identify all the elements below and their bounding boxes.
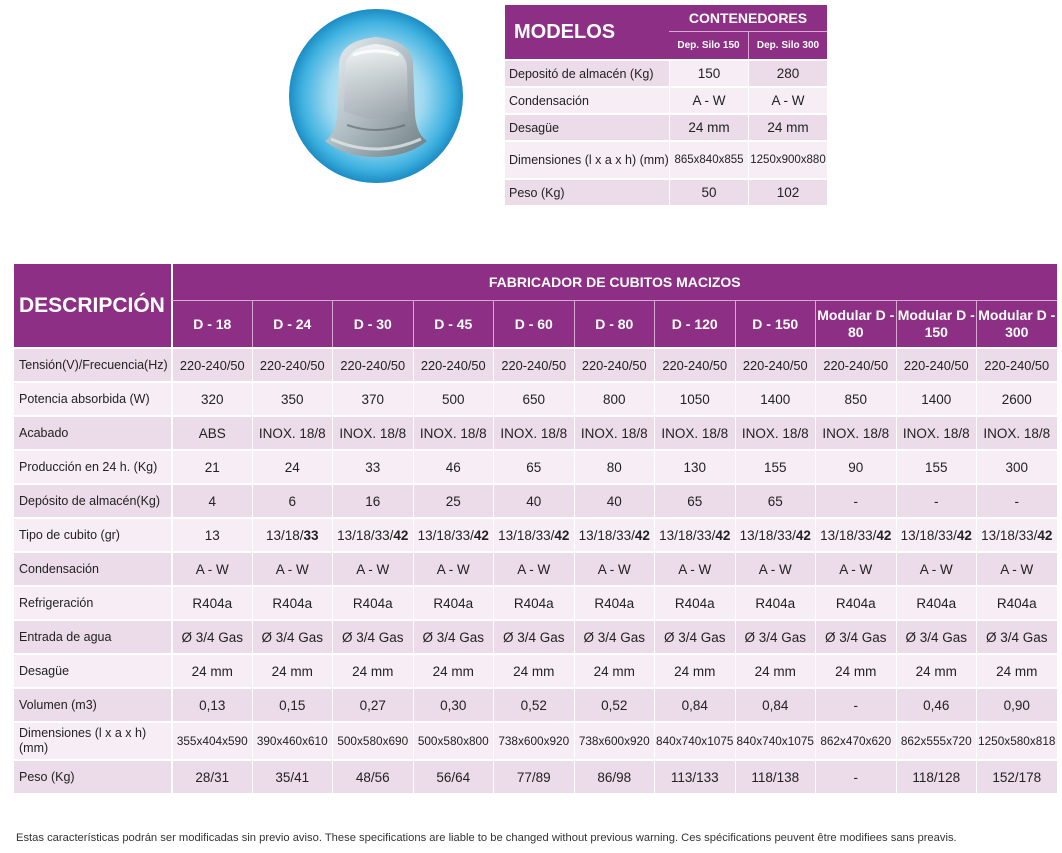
cell-value: R404a <box>735 585 816 619</box>
cell-value: A - W <box>896 551 977 585</box>
cell-value: 24 mm <box>332 653 413 687</box>
cell-value: INOX. 18/8 <box>654 415 735 449</box>
model-column-header: Modular D - 300 <box>976 301 1057 347</box>
cell-value: INOX. 18/8 <box>735 415 816 449</box>
cell-value: Ø 3/4 Gas <box>493 619 574 653</box>
cell-value <box>896 517 977 551</box>
cell-value: R404a <box>896 585 977 619</box>
row-label: Peso (Kg) <box>505 178 669 205</box>
row-label: Tensión(V)/Frecuencia(Hz) <box>14 347 171 381</box>
cell-value: Ø 3/4 Gas <box>815 619 896 653</box>
cell-value-bold: 42 <box>393 527 409 543</box>
cell-value-bold: 42 <box>554 527 570 543</box>
cell-value: 1050 <box>654 381 735 415</box>
cell-value: 50 <box>669 178 748 205</box>
modelos-title: MODELOS <box>505 5 669 59</box>
model-column-header: D - 120 <box>654 301 735 347</box>
cell-value: 24 mm <box>654 653 735 687</box>
cell-value-bold: 42 <box>1037 527 1053 543</box>
cell-value: 56/64 <box>413 759 494 793</box>
cell-value: 35/41 <box>252 759 333 793</box>
cell-value-text: 13/18/33/ <box>659 527 716 543</box>
table-row <box>505 59 827 86</box>
cell-value: 500x580x690 <box>332 721 413 759</box>
model-column-header: D - 45 <box>413 301 494 347</box>
cell-value: 24 mm <box>669 113 748 140</box>
cell-value: A - W <box>252 551 333 585</box>
cell-value: 355x404x590 <box>171 721 252 759</box>
cell-value: 24 mm <box>574 653 655 687</box>
cell-value: - <box>815 687 896 721</box>
cell-value: R404a <box>332 585 413 619</box>
table-row <box>14 585 1057 619</box>
cell-value: 0,52 <box>574 687 655 721</box>
cell-value-bold: 33 <box>303 527 319 543</box>
cell-value-text: 13/18/33/ <box>981 527 1038 543</box>
cell-value: 1250x900x880 <box>748 140 827 178</box>
cell-value-text: 13/18/33/ <box>337 527 394 543</box>
cell-value: 24 <box>252 449 333 483</box>
model-column-header: D - 24 <box>252 301 333 347</box>
cell-value: 350 <box>252 381 333 415</box>
cell-value: 118/138 <box>735 759 816 793</box>
cell-value: 24 mm <box>735 653 816 687</box>
cell-value: A - W <box>815 551 896 585</box>
model-column-header: D - 30 <box>332 301 413 347</box>
cell-value: 33 <box>332 449 413 483</box>
cell-value: 130 <box>654 449 735 483</box>
ice-makers-table <box>14 264 1057 793</box>
row-label: Condensación <box>505 86 669 113</box>
table-row <box>14 483 1057 517</box>
cell-value: 48/56 <box>332 759 413 793</box>
cell-value: 220-240/50 <box>574 347 655 381</box>
cell-value: Ø 3/4 Gas <box>735 619 816 653</box>
cell-value: 25 <box>413 483 494 517</box>
row-label: Acabado <box>14 415 171 449</box>
cell-value: 40 <box>493 483 574 517</box>
cell-value <box>252 517 333 551</box>
cell-value: 24 mm <box>896 653 977 687</box>
table-row <box>505 178 827 205</box>
cell-value-bold: 42 <box>795 527 811 543</box>
cell-value: 155 <box>735 449 816 483</box>
table-row <box>14 721 1057 759</box>
cell-value: 0,52 <box>493 687 574 721</box>
row-label: Depositó de almacén (Kg) <box>505 59 669 86</box>
cell-value: INOX. 18/8 <box>976 415 1057 449</box>
cell-value: 738x600x920 <box>574 721 655 759</box>
disclaimer-footnote: Estas características podrán ser modificadas sin previo aviso. These specifications are liable to be changed without previous warning. Ces spécifications peuvent être modifiees sans preavis. <box>16 832 957 844</box>
row-label: Dimensiones (l x a x h) (mm) <box>14 721 171 759</box>
table-row <box>14 415 1057 449</box>
cell-value: R404a <box>976 585 1057 619</box>
cell-value: 840x740x1075 <box>735 721 816 759</box>
cell-value: 24 mm <box>815 653 896 687</box>
cell-value <box>735 517 816 551</box>
cell-value <box>332 517 413 551</box>
row-label: Depósito de almacén(Kg) <box>14 483 171 517</box>
cell-value: 840x740x1075 <box>654 721 735 759</box>
cell-value: 24 mm <box>493 653 574 687</box>
cell-value: 220-240/50 <box>493 347 574 381</box>
cell-value <box>976 517 1057 551</box>
model-column-header: D - 80 <box>574 301 655 347</box>
cell-value: 0,27 <box>332 687 413 721</box>
ice-cube-icon <box>287 7 465 185</box>
cell-value: 24 mm <box>976 653 1057 687</box>
table-row <box>14 347 1057 381</box>
cell-value: INOX. 18/8 <box>493 415 574 449</box>
cell-value: 500x580x800 <box>413 721 494 759</box>
cell-value: 24 mm <box>252 653 333 687</box>
cell-value <box>171 517 252 551</box>
cell-value: - <box>976 483 1057 517</box>
containers-table <box>505 5 827 205</box>
cell-value: A - W <box>493 551 574 585</box>
cell-value: 862x555x720 <box>896 721 977 759</box>
cell-value: 500 <box>413 381 494 415</box>
cell-value: 0,90 <box>976 687 1057 721</box>
row-label: Peso (Kg) <box>14 759 171 793</box>
cell-value: 24 mm <box>171 653 252 687</box>
cell-value: 24 mm <box>748 113 827 140</box>
cell-value: 220-240/50 <box>171 347 252 381</box>
model-column-header: D - 18 <box>171 301 252 347</box>
cell-value: R404a <box>574 585 655 619</box>
cell-value: 0,13 <box>171 687 252 721</box>
row-label: Volumen (m3) <box>14 687 171 721</box>
cell-value: Ø 3/4 Gas <box>252 619 333 653</box>
cell-value: 46 <box>413 449 494 483</box>
containers-group-header: CONTENEDORES <box>669 5 827 32</box>
table-row <box>14 759 1057 793</box>
cell-value: 280 <box>748 59 827 86</box>
cell-value-text: 13/18/ <box>265 527 304 543</box>
cell-value: Ø 3/4 Gas <box>413 619 494 653</box>
cell-value: 77/89 <box>493 759 574 793</box>
cell-value: ABS <box>171 415 252 449</box>
cell-value: INOX. 18/8 <box>252 415 333 449</box>
table-row <box>14 551 1057 585</box>
cell-value: 800 <box>574 381 655 415</box>
cell-value: R404a <box>654 585 735 619</box>
cell-value: 1400 <box>896 381 977 415</box>
cell-value: 21 <box>171 449 252 483</box>
cell-value: 220-240/50 <box>896 347 977 381</box>
cell-value <box>413 517 494 551</box>
cell-value: 865x840x855 <box>669 140 748 178</box>
cell-value: 0,46 <box>896 687 977 721</box>
row-label: Tipo de cubito (gr) <box>14 517 171 551</box>
row-label: Condensación <box>14 551 171 585</box>
cell-value-bold: 42 <box>634 527 650 543</box>
cell-value: R404a <box>252 585 333 619</box>
cell-value: A - W <box>976 551 1057 585</box>
cell-value: R404a <box>493 585 574 619</box>
cell-value: 80 <box>574 449 655 483</box>
cell-value: 24 mm <box>413 653 494 687</box>
cell-value: 0,84 <box>654 687 735 721</box>
cell-value: 86/98 <box>574 759 655 793</box>
cell-value-text: 13/18/33/ <box>578 527 635 543</box>
cell-value: Ø 3/4 Gas <box>896 619 977 653</box>
row-label: Potencia absorbida (W) <box>14 381 171 415</box>
table-row <box>14 381 1057 415</box>
cell-value: 28/31 <box>171 759 252 793</box>
cell-value: A - W <box>669 86 748 113</box>
cell-value: A - W <box>574 551 655 585</box>
cell-value: 4 <box>171 483 252 517</box>
table-row <box>14 653 1057 687</box>
cell-value-text: 13/18/33/ <box>739 527 796 543</box>
cell-value: A - W <box>413 551 494 585</box>
cell-value: 220-240/50 <box>413 347 494 381</box>
cell-value: INOX. 18/8 <box>413 415 494 449</box>
cell-value-text: 13/18/33/ <box>498 527 555 543</box>
cell-value: - <box>896 483 977 517</box>
column-header: Dep. Silo 300 <box>748 32 827 59</box>
cell-value: Ø 3/4 Gas <box>171 619 252 653</box>
cell-value: 65 <box>735 483 816 517</box>
cell-value: R404a <box>413 585 494 619</box>
cell-value: 0,30 <box>413 687 494 721</box>
cell-value: Ø 3/4 Gas <box>332 619 413 653</box>
cell-value: INOX. 18/8 <box>815 415 896 449</box>
model-column-header: D - 60 <box>493 301 574 347</box>
cell-value: Ø 3/4 Gas <box>654 619 735 653</box>
cell-value: 220-240/50 <box>815 347 896 381</box>
cell-value <box>574 517 655 551</box>
cell-value: A - W <box>171 551 252 585</box>
cell-value: INOX. 18/8 <box>896 415 977 449</box>
cell-value-bold: 42 <box>956 527 972 543</box>
cell-value: 370 <box>332 381 413 415</box>
cell-value: 1400 <box>735 381 816 415</box>
cell-value: 220-240/50 <box>976 347 1057 381</box>
cell-value: A - W <box>748 86 827 113</box>
cell-value: - <box>815 759 896 793</box>
cell-value: 102 <box>748 178 827 205</box>
cell-value: 0,84 <box>735 687 816 721</box>
column-header: Dep. Silo 150 <box>669 32 748 59</box>
row-label: Refrigeración <box>14 585 171 619</box>
cell-value: A - W <box>332 551 413 585</box>
cell-value-text: 13/18/33/ <box>900 527 957 543</box>
cell-value: 6 <box>252 483 333 517</box>
cell-value: 850 <box>815 381 896 415</box>
row-label: Dimensiones (l x a x h) (mm) <box>505 140 669 178</box>
cell-value <box>815 517 896 551</box>
cell-value: R404a <box>171 585 252 619</box>
cell-value: - <box>815 483 896 517</box>
table-row <box>505 86 827 113</box>
cell-value: 150 <box>669 59 748 86</box>
row-label: Desagüe <box>14 653 171 687</box>
cell-value: 738x600x920 <box>493 721 574 759</box>
table-row <box>14 449 1057 483</box>
cell-value: 220-240/50 <box>654 347 735 381</box>
cell-value: 65 <box>493 449 574 483</box>
cell-value <box>493 517 574 551</box>
description-title: DESCRIPCIÓN <box>14 264 171 347</box>
cell-value: 220-240/50 <box>332 347 413 381</box>
cell-value-bold: 42 <box>473 527 489 543</box>
cell-value: 155 <box>896 449 977 483</box>
cell-value: Ø 3/4 Gas <box>976 619 1057 653</box>
row-label: Producción en 24 h. (Kg) <box>14 449 171 483</box>
cell-value-text: 13/18/33/ <box>820 527 877 543</box>
row-label: Entrada de agua <box>14 619 171 653</box>
cell-value: 220-240/50 <box>252 347 333 381</box>
cell-value: 300 <box>976 449 1057 483</box>
cell-value: INOX. 18/8 <box>332 415 413 449</box>
cell-value <box>654 517 735 551</box>
cell-value: 16 <box>332 483 413 517</box>
cell-value: 65 <box>654 483 735 517</box>
table-row <box>14 517 1057 551</box>
cell-value: A - W <box>735 551 816 585</box>
cell-value: 113/133 <box>654 759 735 793</box>
cell-value: INOX. 18/8 <box>574 415 655 449</box>
cell-value: 2600 <box>976 381 1057 415</box>
cell-value: Ø 3/4 Gas <box>574 619 655 653</box>
cell-value-bold: 42 <box>715 527 731 543</box>
cell-value: 1250x580x818 <box>976 721 1057 759</box>
cell-value: 220-240/50 <box>735 347 816 381</box>
cell-value-text: 13 <box>204 527 220 543</box>
table-row <box>14 619 1057 653</box>
table-row <box>505 140 827 178</box>
cell-value: 862x470x620 <box>815 721 896 759</box>
cell-value: 390x460x610 <box>252 721 333 759</box>
cell-value: A - W <box>654 551 735 585</box>
cell-value: R404a <box>815 585 896 619</box>
model-column-header: D - 150 <box>735 301 816 347</box>
cell-value: 650 <box>493 381 574 415</box>
cell-value: 40 <box>574 483 655 517</box>
row-label: Desagüe <box>505 113 669 140</box>
cell-value: 320 <box>171 381 252 415</box>
table-row <box>505 113 827 140</box>
cell-value: 90 <box>815 449 896 483</box>
table-row <box>14 687 1057 721</box>
cell-value-text: 13/18/33/ <box>417 527 474 543</box>
cell-value: 152/178 <box>976 759 1057 793</box>
model-column-header: Modular D - 80 <box>815 301 896 347</box>
model-column-header: Modular D - 150 <box>896 301 977 347</box>
cell-value-bold: 42 <box>876 527 892 543</box>
cell-value: 0,15 <box>252 687 333 721</box>
cell-value: 118/128 <box>896 759 977 793</box>
ice-maker-group-header: FABRICADOR DE CUBITOS MACIZOS <box>171 264 1057 301</box>
